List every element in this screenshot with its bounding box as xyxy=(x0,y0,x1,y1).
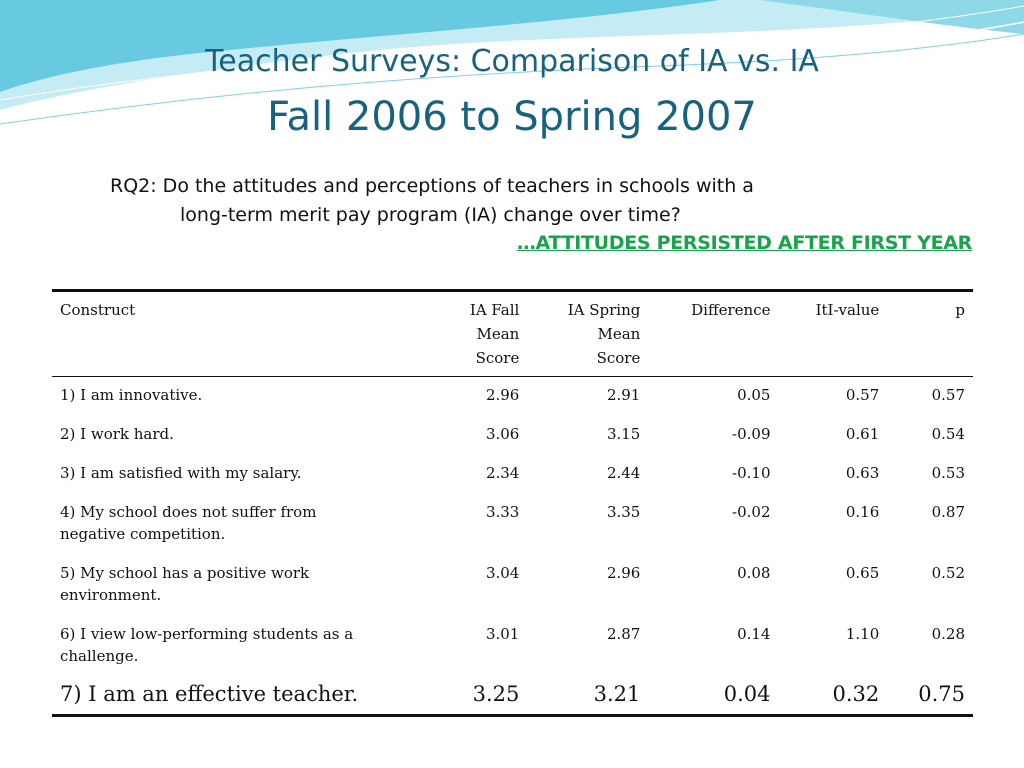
cell-construct xyxy=(52,555,438,616)
header-t-value: ItI-value xyxy=(778,291,887,377)
header-ia-spring xyxy=(527,291,648,377)
cell-ia-spring: 3.21 xyxy=(593,682,641,706)
table-row xyxy=(52,616,973,677)
slide-title: Teacher Surveys: Comparison of IA vs. IA xyxy=(205,44,819,79)
cell-ia-fall: 3.04 xyxy=(485,564,520,582)
construct-text: 7) I am an effective teacher. xyxy=(60,682,359,706)
research-question-line-1: RQ2: Do the attitudes and perceptions of teachers in schools with a xyxy=(110,175,754,197)
cell-ia-fall: 2.96 xyxy=(485,386,520,404)
header-ia-spring-line: IA Spring xyxy=(567,301,641,319)
cell-p: 0.52 xyxy=(931,564,965,582)
cell-p: 0.87 xyxy=(931,503,965,521)
cell-t-value: 0.16 xyxy=(845,503,880,521)
cell-construct xyxy=(52,455,438,494)
cell-difference: 0.04 xyxy=(723,682,771,706)
header-ia-fall-line: IA Fall xyxy=(469,301,520,319)
cell-t-value: 0.63 xyxy=(845,464,880,482)
construct-text: 1) I am innovative. xyxy=(60,386,203,404)
cell-construct xyxy=(52,616,438,677)
header-difference: Difference xyxy=(648,291,778,377)
construct-text: environment. xyxy=(60,586,162,604)
cell-difference: 0.05 xyxy=(737,386,771,404)
cell-ia-fall: 3.33 xyxy=(485,503,520,521)
cell-ia-spring: 2.91 xyxy=(606,386,641,404)
slide-subtitle: Fall 2006 to Spring 2007 xyxy=(267,94,757,140)
table-row xyxy=(52,377,973,417)
finding-callout: …ATTITUDES PERSISTED AFTER FIRST YEAR xyxy=(516,232,972,254)
construct-text: negative competition. xyxy=(60,525,226,543)
cell-ia-spring: 2.87 xyxy=(606,625,641,643)
header-p: p xyxy=(887,291,973,377)
cell-ia-fall: 3.25 xyxy=(472,682,520,706)
construct-text: 4) My school does not suffer from xyxy=(60,503,317,521)
cell-p: 0.53 xyxy=(931,464,965,482)
cell-construct xyxy=(52,416,438,455)
cell-ia-spring: 2.44 xyxy=(606,464,641,482)
header-construct: Construct xyxy=(52,291,438,377)
cell-difference: 0.08 xyxy=(737,564,771,582)
cell-ia-fall: 3.06 xyxy=(485,425,520,443)
cell-ia-fall: 2.34 xyxy=(485,464,520,482)
cell-t-value: 0.61 xyxy=(845,425,880,443)
table-row xyxy=(52,416,973,455)
construct-text: 3) I am satisfied with my salary. xyxy=(60,464,302,482)
cell-difference: -0.10 xyxy=(732,464,771,482)
cell-p: 0.75 xyxy=(918,682,965,706)
cell-ia-spring: 2.96 xyxy=(606,564,641,582)
cell-p: 0.57 xyxy=(931,386,965,404)
cell-t-value: 0.57 xyxy=(845,386,880,404)
table-row xyxy=(52,455,973,494)
cell-t-value: 0.32 xyxy=(832,682,880,706)
cell-difference: -0.02 xyxy=(732,503,771,521)
cell-construct xyxy=(52,377,438,417)
cell-difference: -0.09 xyxy=(732,425,771,443)
header-ia-fall xyxy=(438,291,527,377)
cell-construct xyxy=(52,494,438,555)
cell-p: 0.28 xyxy=(931,625,965,643)
cell-ia-spring: 3.35 xyxy=(606,503,641,521)
cell-ia-fall: 3.01 xyxy=(485,625,520,643)
header-ia-fall-line: Mean xyxy=(476,325,520,343)
table-header-row xyxy=(52,291,973,377)
cell-construct xyxy=(52,677,438,716)
research-question xyxy=(110,172,870,230)
construct-text: 5) My school has a positive work xyxy=(60,564,310,582)
construct-text: 2) I work hard. xyxy=(60,425,174,443)
cell-difference: 0.14 xyxy=(737,625,771,643)
table-row xyxy=(52,494,973,555)
survey-comparison-table xyxy=(52,289,973,717)
header-ia-spring-line: Mean xyxy=(597,325,641,343)
research-question-line-2: long-term merit pay program (IA) change over time? xyxy=(180,204,681,226)
construct-text: challenge. xyxy=(60,647,139,665)
table-row-emphasized xyxy=(52,677,973,716)
cell-t-value: 1.10 xyxy=(845,625,880,643)
table-row xyxy=(52,555,973,616)
construct-text: 6) I view low-performing students as a xyxy=(60,625,354,643)
cell-p: 0.54 xyxy=(931,425,965,443)
header-ia-fall-line: Score xyxy=(475,349,520,367)
header-ia-spring-line: Score xyxy=(596,349,641,367)
cell-ia-spring: 3.15 xyxy=(606,425,641,443)
cell-t-value: 0.65 xyxy=(845,564,880,582)
